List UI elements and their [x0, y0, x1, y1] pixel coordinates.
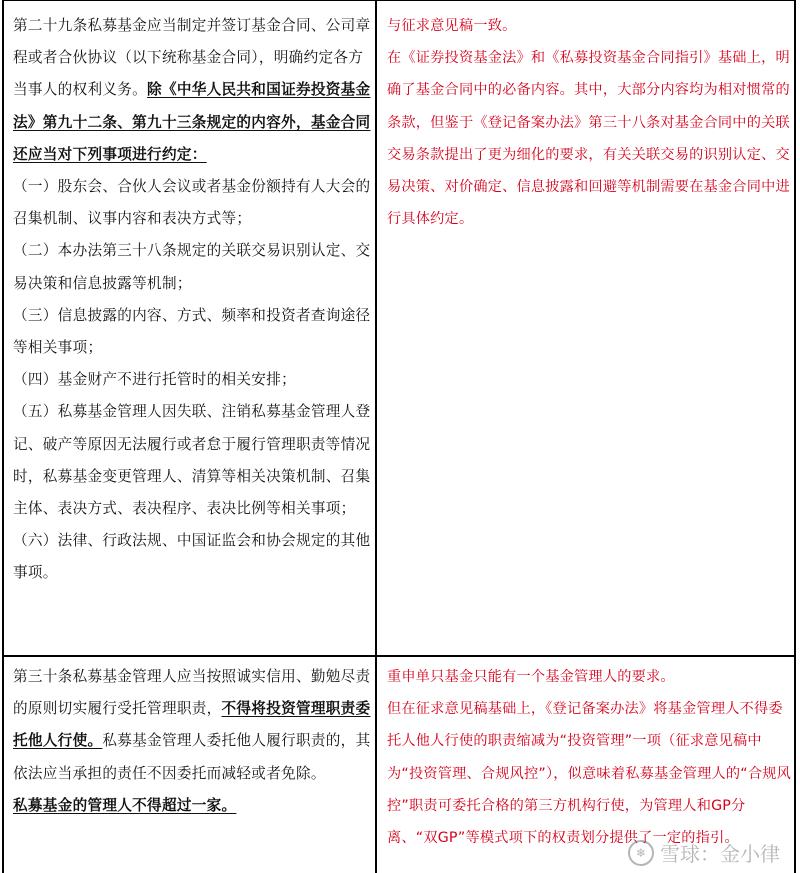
commentary-cell: [377, 0, 796, 235]
article-30-rule: [13, 790, 371, 822]
commentary-paragraph: 重申单只基金只能有一个基金管理人的要求。: [387, 669, 675, 685]
article-30-plain-text: 第三十条私募基金管理人应当按照诚实信用、勤勉尽责的原则切实履行受托管理职责，: [13, 668, 371, 718]
table-row: [4, 0, 794, 657]
list-item: （六）法律、行政法规、中国证监会和协会规定的其他事项。: [13, 532, 371, 582]
article-29-emphasis-text: 除《中华人民共和国证券投资基金法》第九十二条、第九十三条规定的内容外，基金合同还应当对下列事项进行约定：: [13, 81, 371, 163]
list-item: （四）基金财产不进行托管时的相关安排；: [13, 371, 296, 389]
article-29-plain-text: 第二十九条私募基金应当制定并签订基金合同、公司章程或者合伙协议（以下统称基金合同），明确约定各方当事人的权利义务。: [13, 17, 371, 99]
article-30-emphasis-text: 不得将投资管理职责委托他人行使。: [13, 700, 371, 750]
list-item: （三）信息披露的内容、方式、频率和投资者查询途径等相关事项；: [13, 306, 371, 357]
commentary-paragraph: 但在征求意见稿基础上，《登记备案办法》将基金管理人不得委托人他人行使的职责缩减为“投资管理”一项（征求意见稿中为“投资管理、合规风控”），似意味着私募基金管理人的“合规风控”职责可委托合格的第三方机构行使，为管理人和GP分离、“双GP”等模式项下的权责划分提供了一定的指引。: [387, 701, 792, 847]
watermark-text: 雪球：金小律: [660, 842, 780, 866]
regulation-text-cell: [4, 657, 375, 822]
snowball-logo-icon: ❄: [628, 840, 654, 866]
article-29-intro: [13, 10, 371, 171]
regulation-text-cell: [4, 0, 375, 590]
list-item: （五）私募基金管理人因失联、注销私募基金管理人登记、破产等原因无法履行或者怠于履行管理职责等情况时，私募基金变更管理人、清算等相关决策机制、召集主体、表决方式、表决程序、表决比例等相关事项；: [13, 403, 371, 518]
table-row: [4, 657, 794, 873]
commentary-cell: [377, 657, 796, 854]
commentary-paragraph: 在《证券投资基金法》和《私募投资基金合同指引》基础上，明确了基金合同中的必备内容。其中，大部分内容均为相对惯常的条款，但鉴于《登记备案办法》第三十八条对基金合同中的关联交易条款提出了更为细化的要求，有关关联交易的识别认定、交易决策、对价确定、信息披露和回避等机制需要在基金合同中进行具体约定。: [387, 50, 790, 228]
comparison-table: [2, 0, 796, 873]
list-item: （二）本办法第三十八条规定的关联交易识别认定、交易决策和信息披露等机制；: [13, 242, 371, 292]
list-item: （一）股东会、合伙人会议或者基金份额持有人大会的召集机制、议事内容和表决方式等；: [13, 178, 371, 228]
article-30-plain-text: 私募基金管理人委托他人履行职责的，其依法应当承担的责任不因委托而减轻或者免除。: [13, 732, 371, 782]
commentary-paragraph: 与征求意见稿一致。: [387, 18, 517, 34]
article-30-emphasis-text: 私募基金的管理人不得超过一家。: [13, 796, 237, 814]
article-30-paragraph: [13, 661, 371, 790]
